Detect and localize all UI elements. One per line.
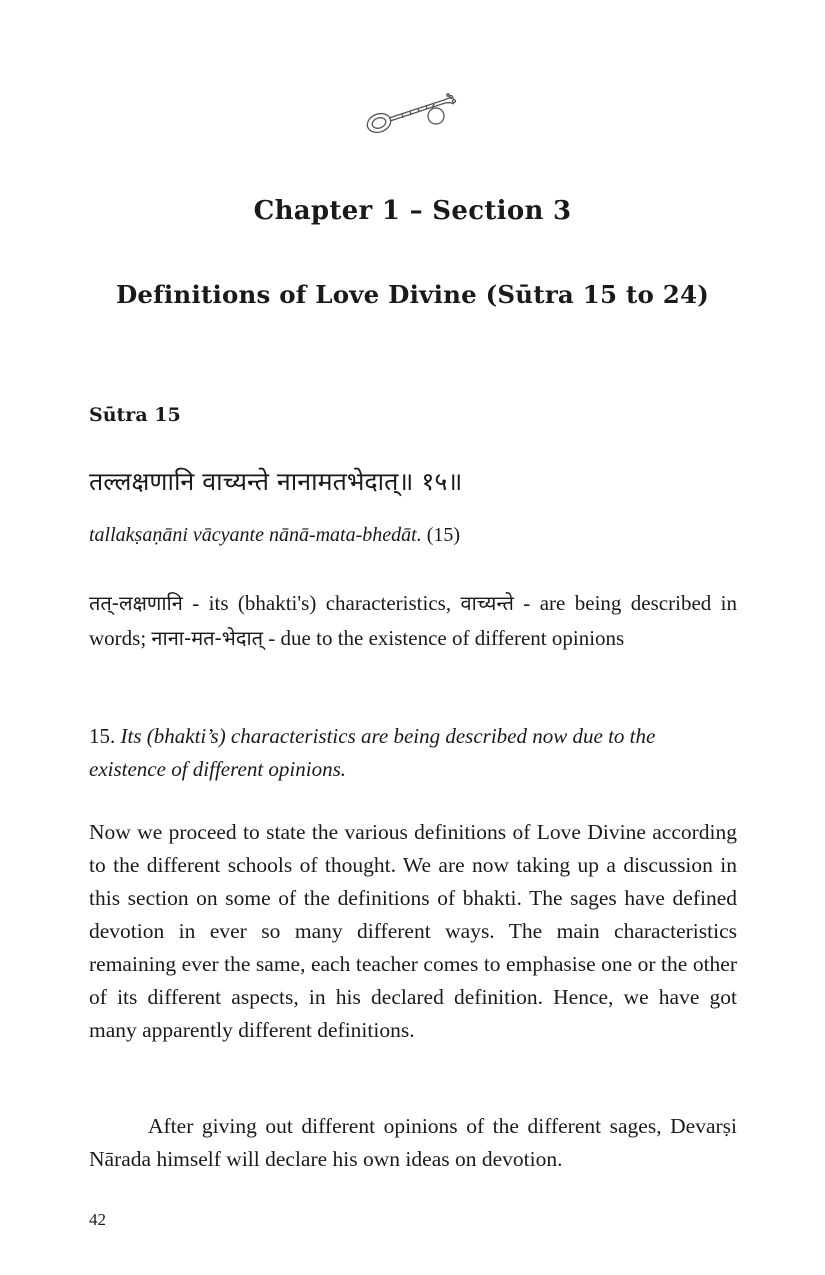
commentary-paragraph: After giving out different opinions of the different sages, Devarṣi Nārada himself will declare his own ideas on devotion.: [89, 1114, 737, 1171]
word-sanskrit: वाच्यन्ते: [460, 591, 514, 615]
sutra-heading: Sūtra 15: [89, 404, 181, 426]
word-meaning: due to the existence of different opinions: [280, 626, 625, 650]
page-number: 42: [89, 1210, 106, 1229]
word-meaning: are being described in words;: [89, 591, 738, 650]
word-separator: -: [513, 591, 540, 615]
chapter-title: Chapter 1 – Section 3: [253, 196, 572, 226]
transliteration-number: (15): [421, 524, 461, 546]
word-separator: -: [263, 626, 281, 650]
translation: [89, 720, 737, 786]
sanskrit-verse: तल्लक्षणानि वाच्यन्ते नानामतभेदात्॥ १५॥: [89, 467, 463, 496]
transliteration: [89, 524, 460, 547]
translation-text: Its (bhakti’s) characteristics are being described now due to the existence of different opinions.: [89, 724, 656, 781]
word-meanings: [89, 586, 737, 656]
veena-icon: [362, 90, 462, 140]
section-title: Definitions of Love Divine (Sūtra 15 to 24): [115, 280, 710, 309]
commentary-paragraph: Now we proceed to state the various definitions of Love Divine according to the different schools of thought. We are now taking up a discussion in this section on some of the definitions of bhakti. The sages have defined devotion in ever so many different ways. The main characteristics remaining ever the same, each teacher comes to emphasise one or the other of its different aspects, in his declared definition. Hence, we have got many apparently different definitions.: [89, 820, 737, 1042]
translation-number: 15.: [89, 724, 121, 748]
transliteration-text: tallakṣaṇāni vācyante nānā-mata-bhedāt.: [89, 524, 422, 546]
word-separator: -: [182, 591, 209, 615]
word-sanskrit: तत्-लक्षणानि: [89, 591, 183, 615]
word-sanskrit: नाना-मत-भेदात्: [151, 626, 264, 650]
word-meaning: its (bhakti's) characteristics,: [208, 591, 461, 615]
